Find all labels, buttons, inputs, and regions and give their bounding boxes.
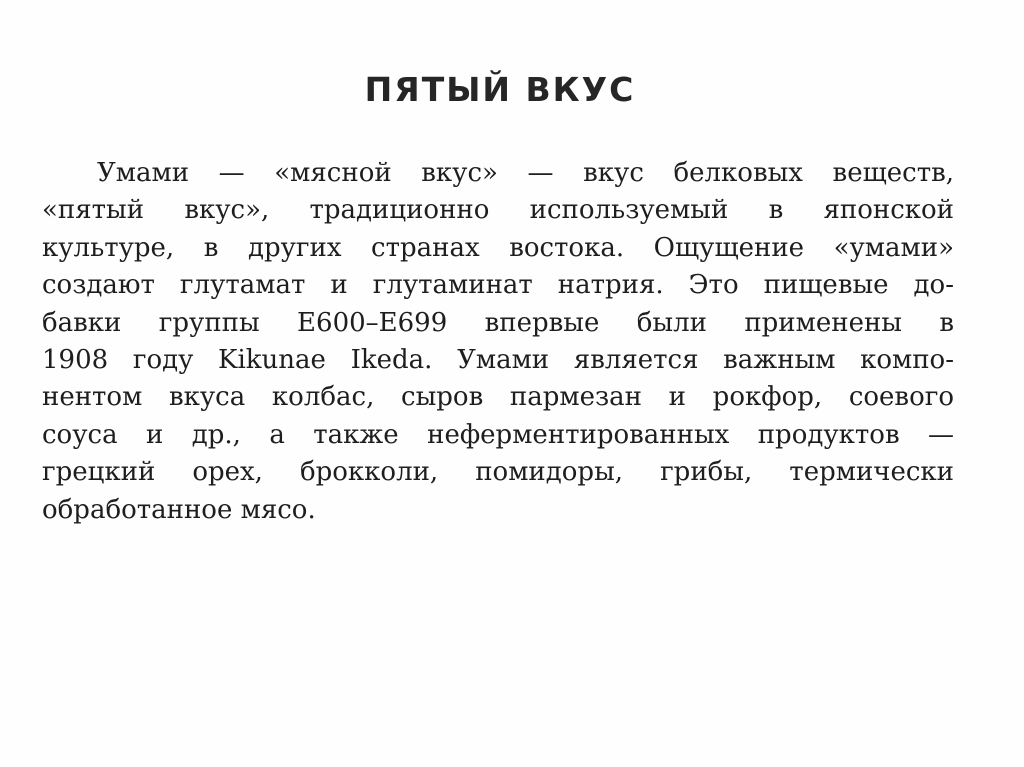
paragraph-line: грецкий орех, брокколи, помидоры, грибы, термически xyxy=(42,457,954,488)
page-title xyxy=(0,70,1000,109)
paragraph-line: соуса и др., а также неферментированных продуктов — xyxy=(42,419,954,450)
title-text: ПЯТЫЙ ВКУС xyxy=(364,70,636,109)
paragraph xyxy=(42,155,954,529)
paragraph-line: «пятый вкус», традиционно используемый в японской xyxy=(42,195,954,226)
paragraph-line: бавки группы Е600–Е699 впервые были применены в xyxy=(42,307,954,338)
paragraph-line: культуре, в других странах востока. Ощущение «умами» xyxy=(42,232,954,263)
paragraph-line: 1908 году Kikunae Ikeda. Умами является важным компо- xyxy=(42,344,954,375)
paragraph-line: Умами — «мясной вкус» — вкус белковых веществ, xyxy=(97,158,954,188)
paragraph-line: обработанное мясо. xyxy=(42,494,316,525)
paragraph-line: создают глутамат и глутаминат натрия. Это пищевые до- xyxy=(42,270,954,301)
paragraph-line: нентом вкуса колбас, сыров пармезан и рокфор, соевого xyxy=(42,382,954,413)
